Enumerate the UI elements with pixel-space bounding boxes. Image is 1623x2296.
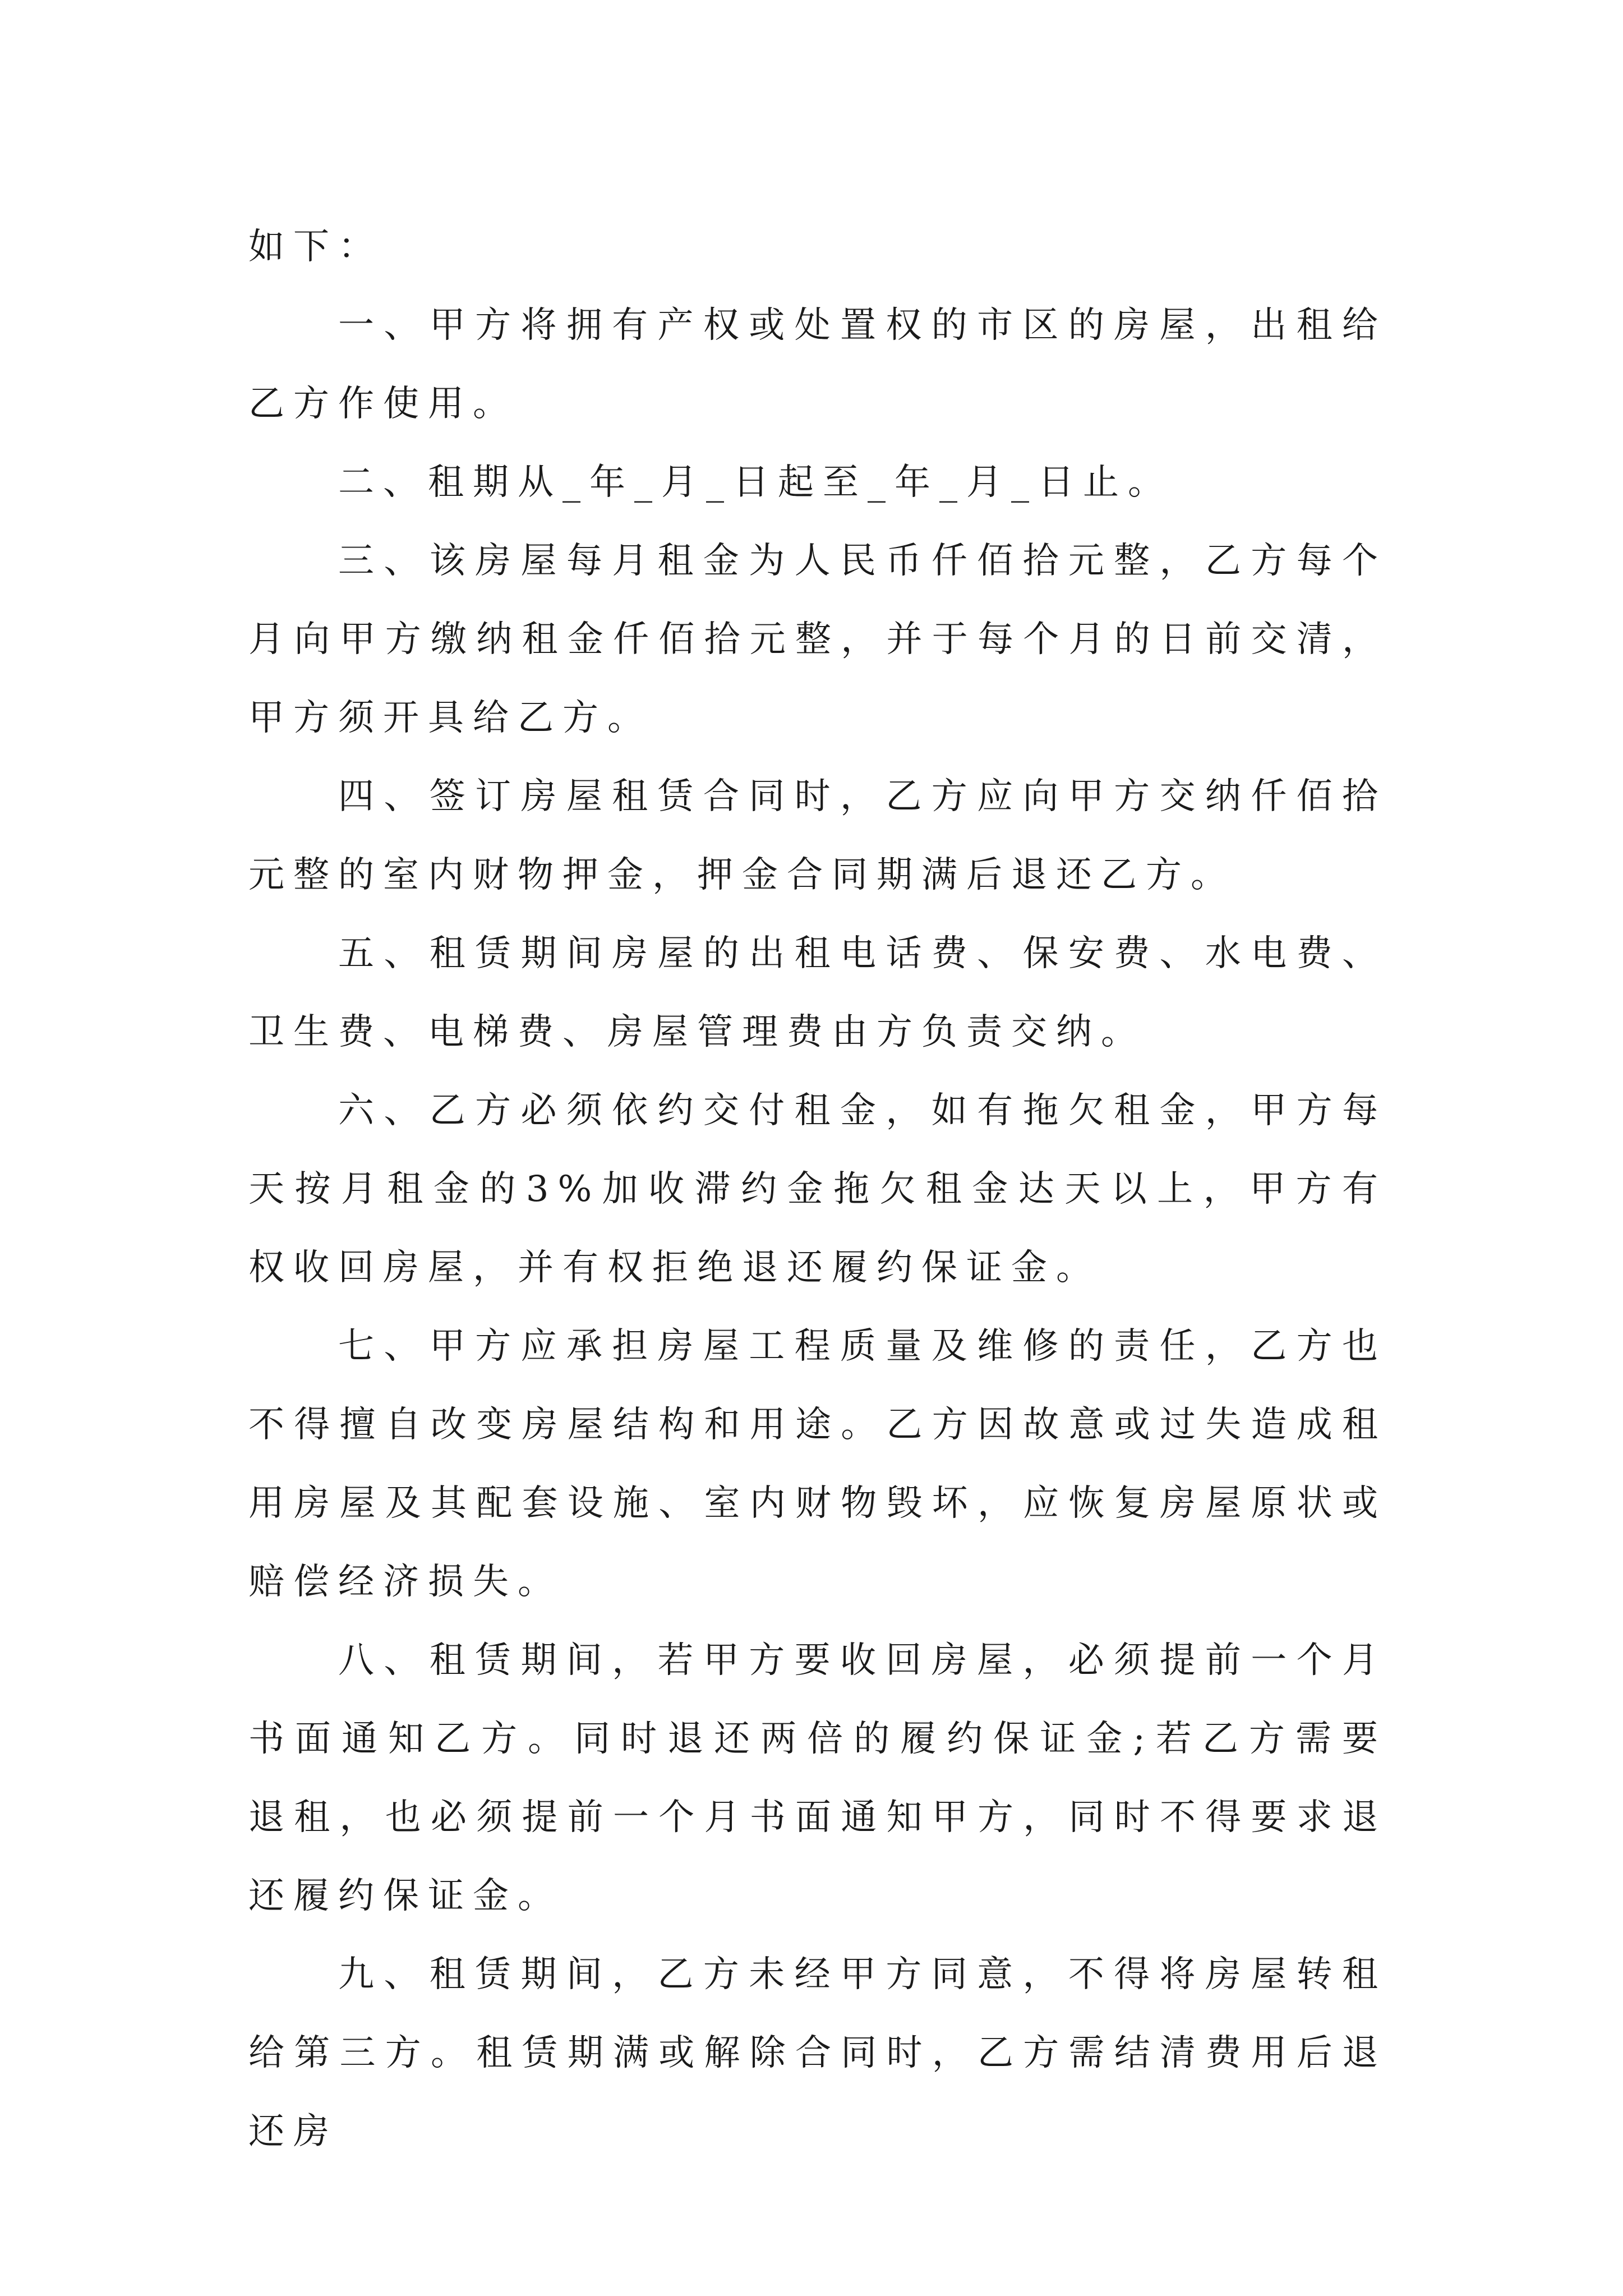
clause-8: 八、租赁期间，若甲方要收回房屋，必须提前一个月书面通知乙方。同时退还两倍的履约保证金;若乙方需要退租，也必须提前一个月书面通知甲方，同时不得要求退还履约保证金。 (248, 1640, 1387, 1917)
clause-5: 五、租赁期间房屋的出租电话费、保安费、水电费、卫生费、电梯费、房屋管理费由方负责交纳。 (248, 933, 1387, 1053)
clause-9: 九、租赁期间，乙方未经甲方同意，不得将房屋转租给第三方。租赁期满或解除合同时，乙方需结清费用后退还房 (248, 1954, 1387, 2152)
clause-3: 三、该房屋每月租金为人民币仟佰拾元整，乙方每个月向甲方缴纳租金仟佰拾元整，并于每个月的日前交清，甲方须开具给乙方。 (248, 540, 1387, 739)
clause-1: 一、甲方将拥有产权或处置权的市区的房屋，出租给乙方作使用。 (248, 305, 1387, 425)
clause-4: 四、签订房屋租赁合同时，乙方应向甲方交纳仟佰拾元整的室内财物押金，押金合同期满后退还乙方。 (248, 776, 1387, 896)
lead-text: 如下： (248, 226, 383, 268)
document-body (248, 208, 1387, 2171)
clause-6: 六、乙方必须依约交付租金，如有拖欠租金，甲方每天按月租金的3%加收滞约金拖欠租金达天以上，甲方有权收回房屋，并有权拒绝退还履约保证金。 (248, 1090, 1387, 1289)
clause-2: 二、租期从_年_月_日起至_年_月_日止。 (338, 462, 1173, 503)
clause-7: 七、甲方应承担房屋工程质量及维修的责任，乙方也不得擅自改变房屋结构和用途。乙方因故意或过失造成租用房屋及其配套设施、室内财物毁坏，应恢复房屋原状或赔偿经济损失。 (248, 1326, 1387, 1603)
